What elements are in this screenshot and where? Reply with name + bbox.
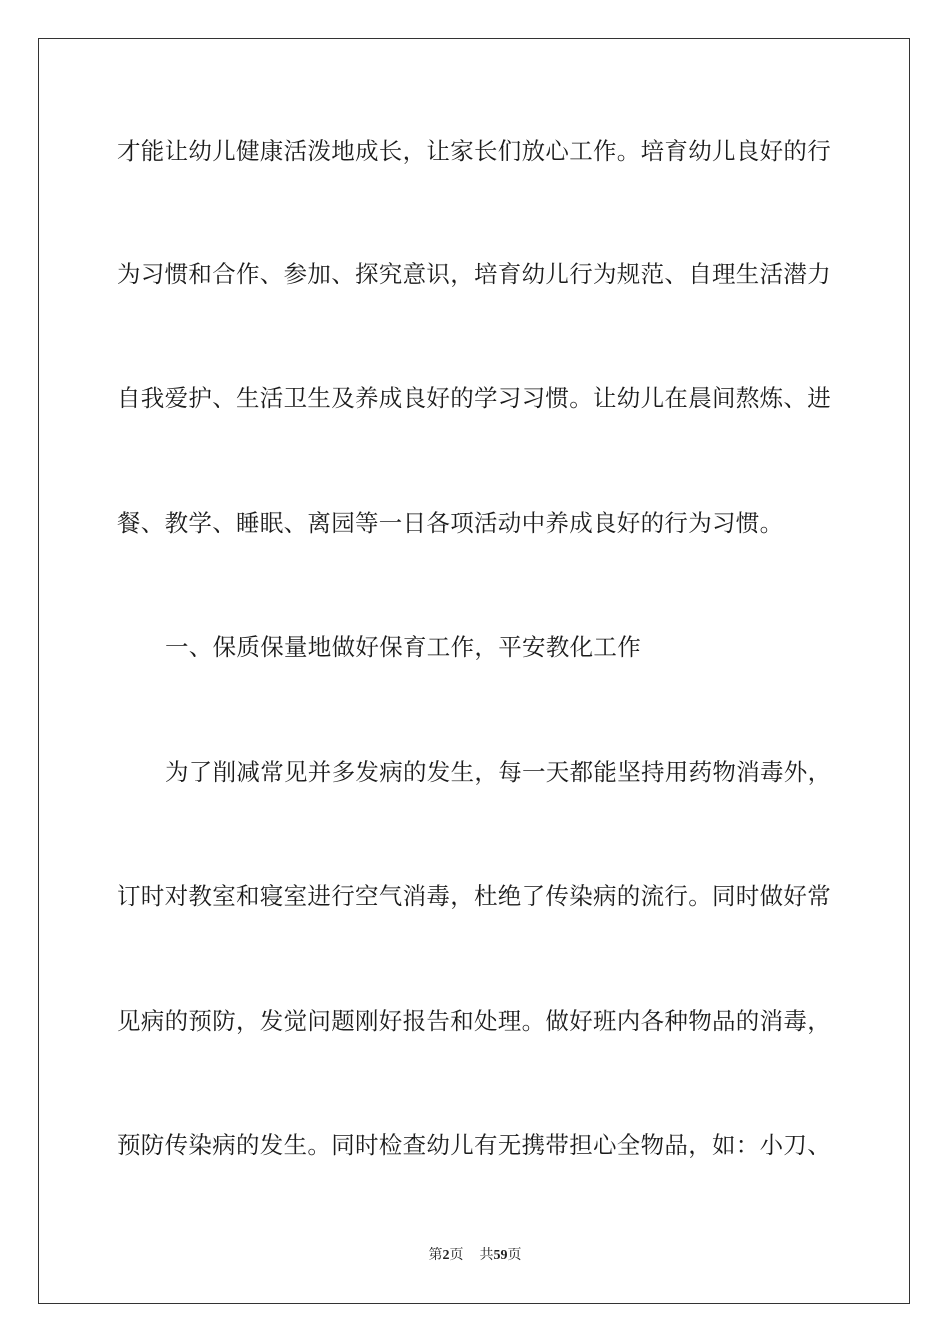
section-heading: 一、保质保量地做好保育工作，平安教化工作 (165, 633, 641, 661)
body-line-1: 才能让幼儿健康活泼地成长，让家长们放心工作。培育幼儿良好的行 (117, 137, 831, 165)
body-line-6: 订时对教室和寝室进行空气消毒，杜绝了传染病的流行。同时做好常 (117, 882, 831, 910)
body-line-8: 预防传染病的发生。同时检查幼儿有无携带担心全物品，如：小刀、 (117, 1131, 831, 1159)
total-suffix: 页 (507, 1248, 522, 1263)
body-line-2: 为习惯和合作、参加、探究意识，培育幼儿行为规范、自理生活潜力 (117, 260, 831, 288)
page-footer (0, 1247, 950, 1265)
page-number: 2 (442, 1248, 450, 1263)
page-prefix: 第 (428, 1248, 443, 1263)
body-line-3: 自我爱护、生活卫生及养成良好的学习习惯。让幼儿在晨间熬炼、进 (117, 384, 831, 412)
body-line-4: 餐、教学、睡眠、离园等一日各项活动中养成良好的行为习惯。 (117, 509, 784, 537)
body-line-5: 为了削减常见并多发病的发生，每一天都能坚持用药物消毒外， (165, 758, 832, 786)
total-prefix: 共 (479, 1248, 494, 1263)
page-border (38, 38, 910, 1304)
page-suffix: 页 (449, 1248, 464, 1263)
body-line-7: 见病的预防，发觉问题刚好报告和处理。做好班内各种物品的消毒， (117, 1007, 831, 1035)
total-pages: 59 (493, 1248, 508, 1263)
